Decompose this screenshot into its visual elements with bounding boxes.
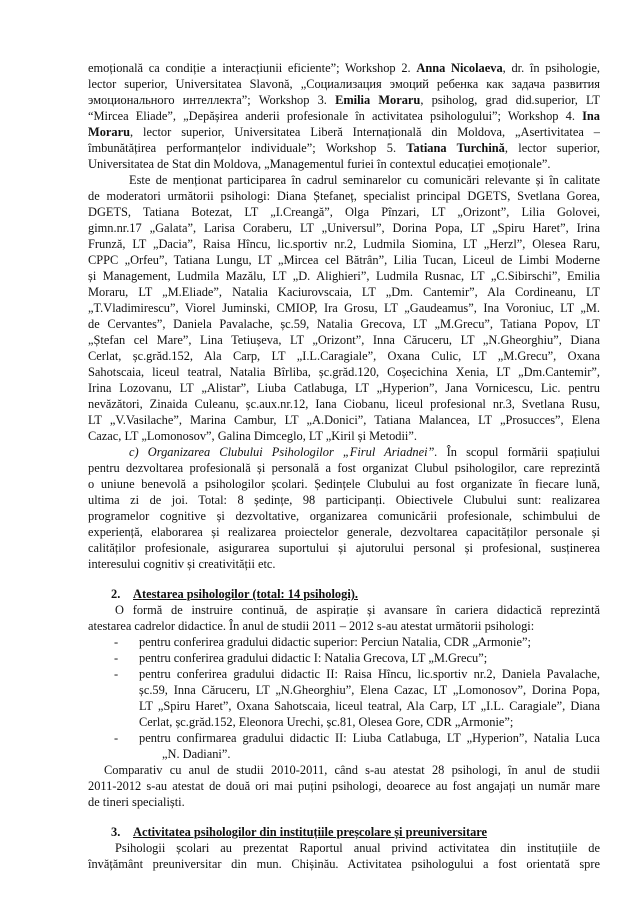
text-line: O formă de instruire continuă, de aspirație și avansare în cariera didactică reprezintă: [115, 603, 600, 617]
text-line: calităților profesionale, asigurarea suportului și ajutorului personal și profesional, susținerea: [88, 541, 600, 555]
text-line: Moraru, LT „M.Eliade”, Natalia Kaciurovscaia, LT „Dm. Cantemir”, Ala Cordineanu, LT: [88, 285, 600, 299]
list-item: șc.59, Inna Căruceru, LT „N.Gheorghiu”, Elena Cazac, LT „Lomonosov”, Dorina Popa,: [139, 683, 600, 697]
list-bullet: -: [114, 635, 119, 649]
list-bullet: -: [114, 651, 119, 665]
section-heading: Atestarea psihologilor (total: 14 psihologi).: [133, 587, 358, 601]
section-number: 3.: [111, 825, 121, 839]
text-line: Este de menționat participarea în cadrul seminarelor cu comunicări relevante și în calitate: [129, 173, 600, 187]
section-heading: Activitatea psihologilor din instituțiile preșcolare și preuniversitare: [133, 825, 488, 839]
text-line: LT „V.Vasilache”, Marina Cambur, LT „A.Donici”, Tatiana Malancea, LT „Prosucces”, Elena: [88, 413, 600, 427]
text-line: Cerlat, șc.grăd.152, Ala Carp, LT „I.L.Caragiale”, Oxana Culic, LT „M.Grecu”, Oxana: [88, 349, 600, 363]
text-line: CPPC „Orfeu”, Tatiana Lungu, LT „Mircea cel Bătrân”, Lilia Tucan, Liceul de Limbi Moderne: [88, 253, 600, 267]
text-line: „Ștefan cel Mare”, Lina Tetiușeva, LT „Orizont”, Inna Căruceru, LT „N.Gheorghiu”, Diana: [88, 333, 600, 347]
text-line: și Management, Ludmila Mazălu, LT „D. Alighieri”, Ludmila Rusnac, LT „C.Sibirschi”, Emilia: [88, 269, 600, 283]
text-line: de Cervantes”, Daniela Pavalache, șc.59, Natalia Grecova, LT „M.Grecu”, Tatiana Popov, LT: [88, 317, 600, 331]
text-line: de tineri specialiști.: [88, 795, 185, 809]
text-line: îmbunătățirea performanțelor individuale”; Workshop 5. Tatiana Turchină, lector superior,: [88, 141, 600, 155]
text-line: “Mircea Eliade”, „Depășirea anderii profesionale în activitatea psihologului”; Workshop 4. Ina: [88, 109, 600, 123]
list-item: Cerlat, șc.grăd.152, Eleonora Urechi, șc.81, Olesea Gore, CDR „Armonie”;: [139, 715, 514, 729]
section-number: 2.: [111, 587, 121, 601]
text-line: Cazac, LT „Lomonosov”, Galina Dimceglo, LT „Kiril și Metodii”.: [88, 429, 417, 443]
text-line: de moderatori următorii psihologi: Diana Ștefaneț, specialist principal DGETS, Svetlana Gorea,: [88, 189, 600, 203]
text-line: Frunză, LT „Dacia”, Raisa Hîncu, lic.sportiv nr.2, Ludmila Siomina, LT „Herzl”, Olesea Raru,: [88, 237, 600, 251]
list-item: pentru conferirea gradului didactic superior: Perciun Natalia, CDR „Armonie”;: [139, 635, 531, 649]
list-item: pentru confirmarea gradului didactic II: Liuba Catlabuga, LT „Hyperion”, Natalia Luca: [139, 731, 600, 745]
text-line: lector superior, Universitatea Slavonă, „Социализация эмоций ребенка как задача развития: [88, 77, 600, 91]
text-line: învățământ preuniversitar din mun. Chișinău. Activitatea psihologului a fost orientată spre: [88, 857, 600, 871]
text-line: Irina Lozovanu, LT „Alistar”, Liuba Catlabuga, LT „Hyperion”, Jana Vornicescu, Lic. pentru: [88, 381, 600, 395]
text-line: DGETS, Tatiana Botezat, LT „I.Creangă”, Olga Pînzari, LT „Orizont”, Lilia Golovei,: [88, 205, 600, 219]
text-line: Universitatea de Stat din Moldova, „Managementul furiei în contextul educației emoționale”.: [88, 157, 551, 171]
text-line: эмоционального интеллекта”; Workshop 3. Emilia Moraru, psiholog, grad did.superior, LT: [88, 93, 600, 107]
text-line: Comparativ cu anul de studii 2010-2011, când s-au atestat 28 psihologi, în anul de studii: [104, 763, 600, 777]
text-line: 2011-2012 s-au atestat de două ori mai puțini psihologi, deoarece au fost angajați un număr mare: [88, 779, 600, 793]
text-line: atestarea cadrelor didactice. În anul de studii 2011 – 2012 s-au atestat următorii psihologi:: [88, 619, 535, 633]
list-item: pentru conferirea gradului didactic II: Raisa Hîncu, lic.sportiv nr.2, Daniela Pavalache,: [139, 667, 600, 681]
text-line: emoțională ca condiție a interacțiunii eficiente”; Workshop 2. Anna Nicolaeva, dr. în psihologie,: [88, 61, 600, 75]
text-line: experiență, elaborarea și realizarea proiectelor generale, dezvoltarea capacităților personale și: [88, 525, 600, 539]
list-item: „N. Dadiani”.: [162, 747, 231, 761]
text-line: Sahotscaia, liceul teatral, Natalia Bîrliba, șc.grăd.120, Coșecichina Xenia, LT „Dm.Cantemir”,: [88, 365, 600, 379]
text-line: Psihologii școlari au prezentat Raportul anual privind activitatea din instituțiile de: [115, 841, 600, 855]
list-bullet: -: [114, 731, 119, 745]
text-line: nevăzători, Zinaida Culeanu, șc.aux.nr.12, Iana Ciobanu, liceul profesional nr.3, Svetlana Rusu,: [88, 397, 600, 411]
text-line: programelor cognitive și dezvoltative, organizarea comunicării profesionale, schimbului de: [88, 509, 600, 523]
text-line: „T.Vladimirescu”, Viorel Juminski, CMIOP, Ira Grosu, LT „Gaudeamus”, Ina Voroniuc, LT „M.: [88, 301, 600, 315]
list-bullet: -: [114, 667, 119, 681]
text-line: o uniune benevolă a psihologilor școlari. Ședințele Clubului au fost organizate în fiecare lună,: [88, 477, 600, 491]
text-line: pentru dezvoltarea profesională și personală a fost organizat Clubul psihologilor, care reprezintă: [88, 461, 600, 475]
text-line: c) Organizarea Clubului Psihologilor „Firul Ariadnei”. În scopul formării spațiului: [129, 445, 600, 459]
text-line: interesului cognitiv și creativității etc.: [88, 557, 276, 571]
text-line: ultima zi de joi. Total: 8 ședințe, 98 participanți. Obiectivele Clubului sunt: realizarea: [88, 493, 600, 507]
text-line: gimn.nr.17 „Galata”, Larisa Coraberu, LT „Universul”, Dorina Popa, LT „Spiru Haret”, Irina: [88, 221, 600, 235]
list-item: pentru conferirea gradului didactic I: Natalia Grecova, LT „M.Grecu”;: [139, 651, 488, 665]
list-item: LT „Spiru Haret”, Oxana Sahotscaia, liceul teatral, Ala Carp, LT „I.L. Caragiale”, Diana: [139, 699, 600, 713]
text-line: Moraru, lector superior, Universitatea Liberă Internațională din Moldova, „Asertivitatea –: [88, 125, 600, 139]
